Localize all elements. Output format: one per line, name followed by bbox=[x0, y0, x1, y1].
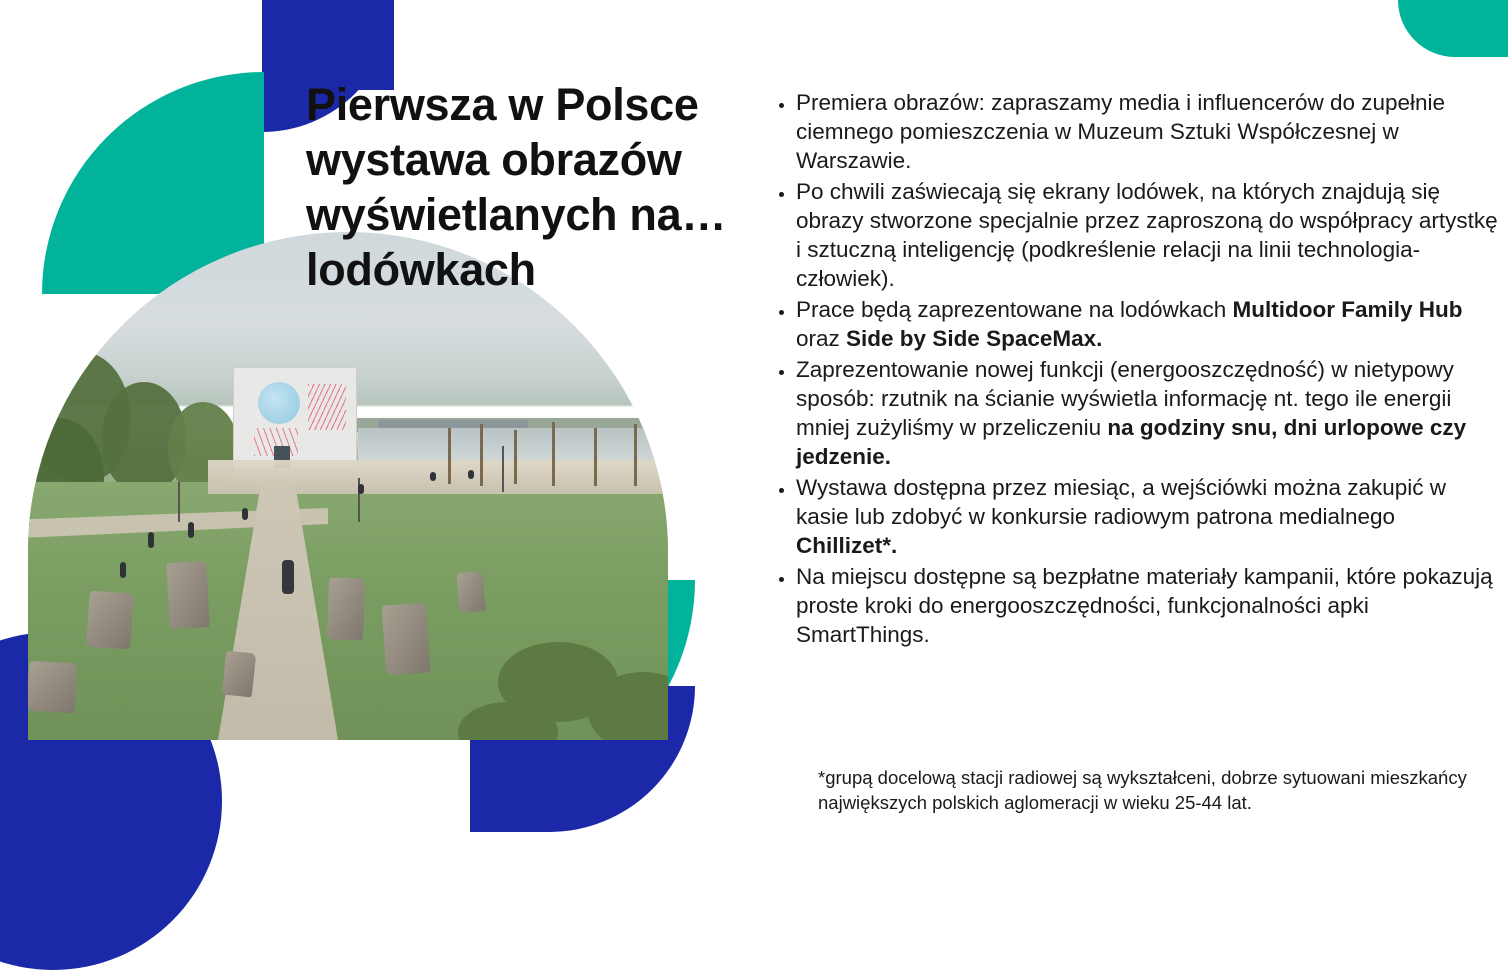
bridge bbox=[378, 420, 528, 428]
person bbox=[358, 484, 364, 494]
photo-background bbox=[28, 232, 668, 740]
thin-tree bbox=[552, 422, 555, 486]
emphasis-text: Side by Side SpaceMax. bbox=[846, 326, 1103, 352]
stone bbox=[166, 561, 209, 629]
thin-tree bbox=[634, 424, 637, 486]
stone bbox=[456, 571, 485, 613]
mural-globe bbox=[258, 382, 300, 424]
stone bbox=[327, 577, 365, 640]
list-item-text: Premiera obrazów: zapraszamy media i influencerów do zupełnie ciemnego pomieszczenia w Muzeum Sztuki Współczesnej w Warszawie. bbox=[796, 90, 1446, 174]
thin-tree bbox=[448, 428, 451, 484]
list-item bbox=[796, 355, 1500, 471]
footnote: *grupą docelową stacji radiowej są wykształceni, dobrze sytuowani mieszkańcy największych polskich aglomeracji w wieku 25-44 lat. bbox=[818, 767, 1467, 813]
emphasis-text: Multidoor Family Hub bbox=[1232, 297, 1463, 323]
bullet-list-items bbox=[770, 88, 1500, 649]
thin-tree bbox=[514, 430, 517, 484]
hero-photo bbox=[28, 232, 668, 740]
person bbox=[120, 562, 126, 578]
list-item-text: Wystawa dostępna przez miesiąc, a wejściówki można zakupić w kasie lub zdobyć w konkursie radiowym patrona medialnego bbox=[796, 475, 1447, 530]
stone bbox=[28, 661, 77, 713]
list-item-text: oraz bbox=[796, 326, 847, 352]
list-item bbox=[796, 473, 1500, 560]
bullet-list bbox=[770, 88, 1500, 651]
list-item bbox=[796, 295, 1500, 353]
stone bbox=[382, 603, 431, 676]
stone bbox=[86, 591, 134, 650]
thin-tree bbox=[594, 428, 597, 486]
teal-quarter-circle-top-right bbox=[1398, 0, 1508, 57]
person bbox=[430, 472, 436, 481]
stone bbox=[222, 651, 256, 698]
person bbox=[188, 522, 194, 538]
list-item-text: Na miejscu dostępne są bezpłatne materiały kampanii, które pokazują proste kroki do energooszczędności, funkcjonalności apki SmartThings. bbox=[796, 564, 1493, 648]
page-title: Pierwsza w Polsce wystawa obrazów wyświetlanych na… lodówkach bbox=[306, 79, 727, 295]
navy-square-block bbox=[262, 0, 394, 90]
emphasis-text: na godziny snu, dni urlopowe czy jedzenie. bbox=[796, 415, 1467, 470]
list-item bbox=[796, 88, 1500, 175]
emphasis-text: Chillizet*. bbox=[796, 533, 898, 559]
lamp-post bbox=[178, 482, 180, 522]
person bbox=[148, 532, 154, 548]
thin-tree bbox=[480, 424, 483, 486]
person bbox=[242, 508, 248, 520]
lamp-post bbox=[502, 446, 504, 492]
list-item bbox=[796, 562, 1500, 649]
list-item-text: Po chwili zaświecają się ekrany lodówek, na których znajdują się obrazy stworzone specjalnie przez zaproszoną do współpracy artystkę i sztuczną inteligencję (podkreślenie relacji na linii technologia-człowiek). bbox=[796, 179, 1498, 292]
list-item bbox=[796, 177, 1500, 293]
list-item-text: Zaprezentowanie nowej funkcji (energooszczędność) w nietypowy sposób: rzutnik na ścianie wyświetla informację nt. tego ile energii mniej zużyliśmy w przeliczeniu bbox=[796, 357, 1454, 441]
mural-lines bbox=[308, 384, 346, 430]
person bbox=[282, 560, 294, 594]
person bbox=[468, 470, 474, 479]
list-item-text: Prace będą zaprezentowane na lodówkach bbox=[796, 297, 1233, 323]
